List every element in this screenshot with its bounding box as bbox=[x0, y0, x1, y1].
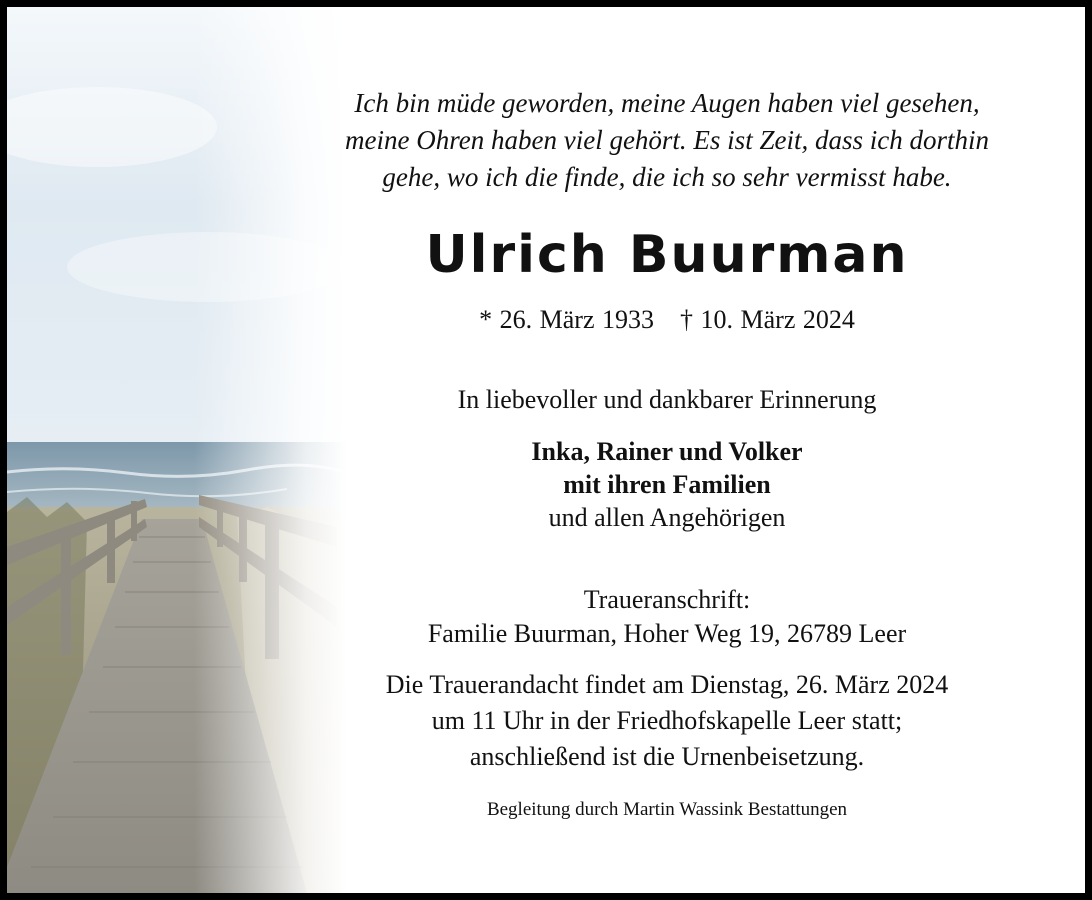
mourning-address bbox=[327, 583, 1007, 651]
mourners bbox=[327, 435, 1007, 534]
life-dates bbox=[327, 305, 1007, 335]
service-line: anschließend ist die Urnenbeisetzung. bbox=[469, 742, 865, 771]
address-value: Familie Buurman, Hoher Weg 19, 26789 Leer bbox=[427, 619, 907, 648]
undertaker-line: Begleitung durch Martin Wassink Bestattungen bbox=[486, 799, 848, 820]
beach-boardwalk-image bbox=[7, 7, 347, 893]
memorial-line: In liebevoller und dankbarer Erinnerung bbox=[457, 385, 877, 414]
mourners-names: Inka, Rainer und Volker bbox=[531, 437, 803, 466]
quote bbox=[327, 85, 1007, 196]
birth-date: * 26. März 1933 bbox=[479, 305, 654, 334]
deceased-name: Ulrich Buurman bbox=[425, 225, 909, 285]
quote-line: Ich bin müde geworden, meine Augen haben viel gesehen, bbox=[354, 88, 980, 118]
mourners-families: mit ihren Familien bbox=[563, 470, 771, 499]
service-line: Die Trauerandacht findet am Dienstag, 26. März 2024 bbox=[385, 670, 949, 699]
mourners-relatives: und allen Angehörigen bbox=[548, 503, 786, 532]
address-label: Traueranschrift: bbox=[583, 585, 751, 614]
death-date: † 10. März 2024 bbox=[680, 305, 855, 334]
service-line: um 11 Uhr in der Friedhofskapelle Leer statt; bbox=[431, 706, 903, 735]
service-info bbox=[327, 667, 1007, 775]
quote-line: gehe, wo ich die finde, die ich so sehr vermisst habe. bbox=[382, 162, 952, 192]
quote-line: meine Ohren haben viel gehört. Es ist Zeit, dass ich dorthin bbox=[345, 125, 989, 155]
